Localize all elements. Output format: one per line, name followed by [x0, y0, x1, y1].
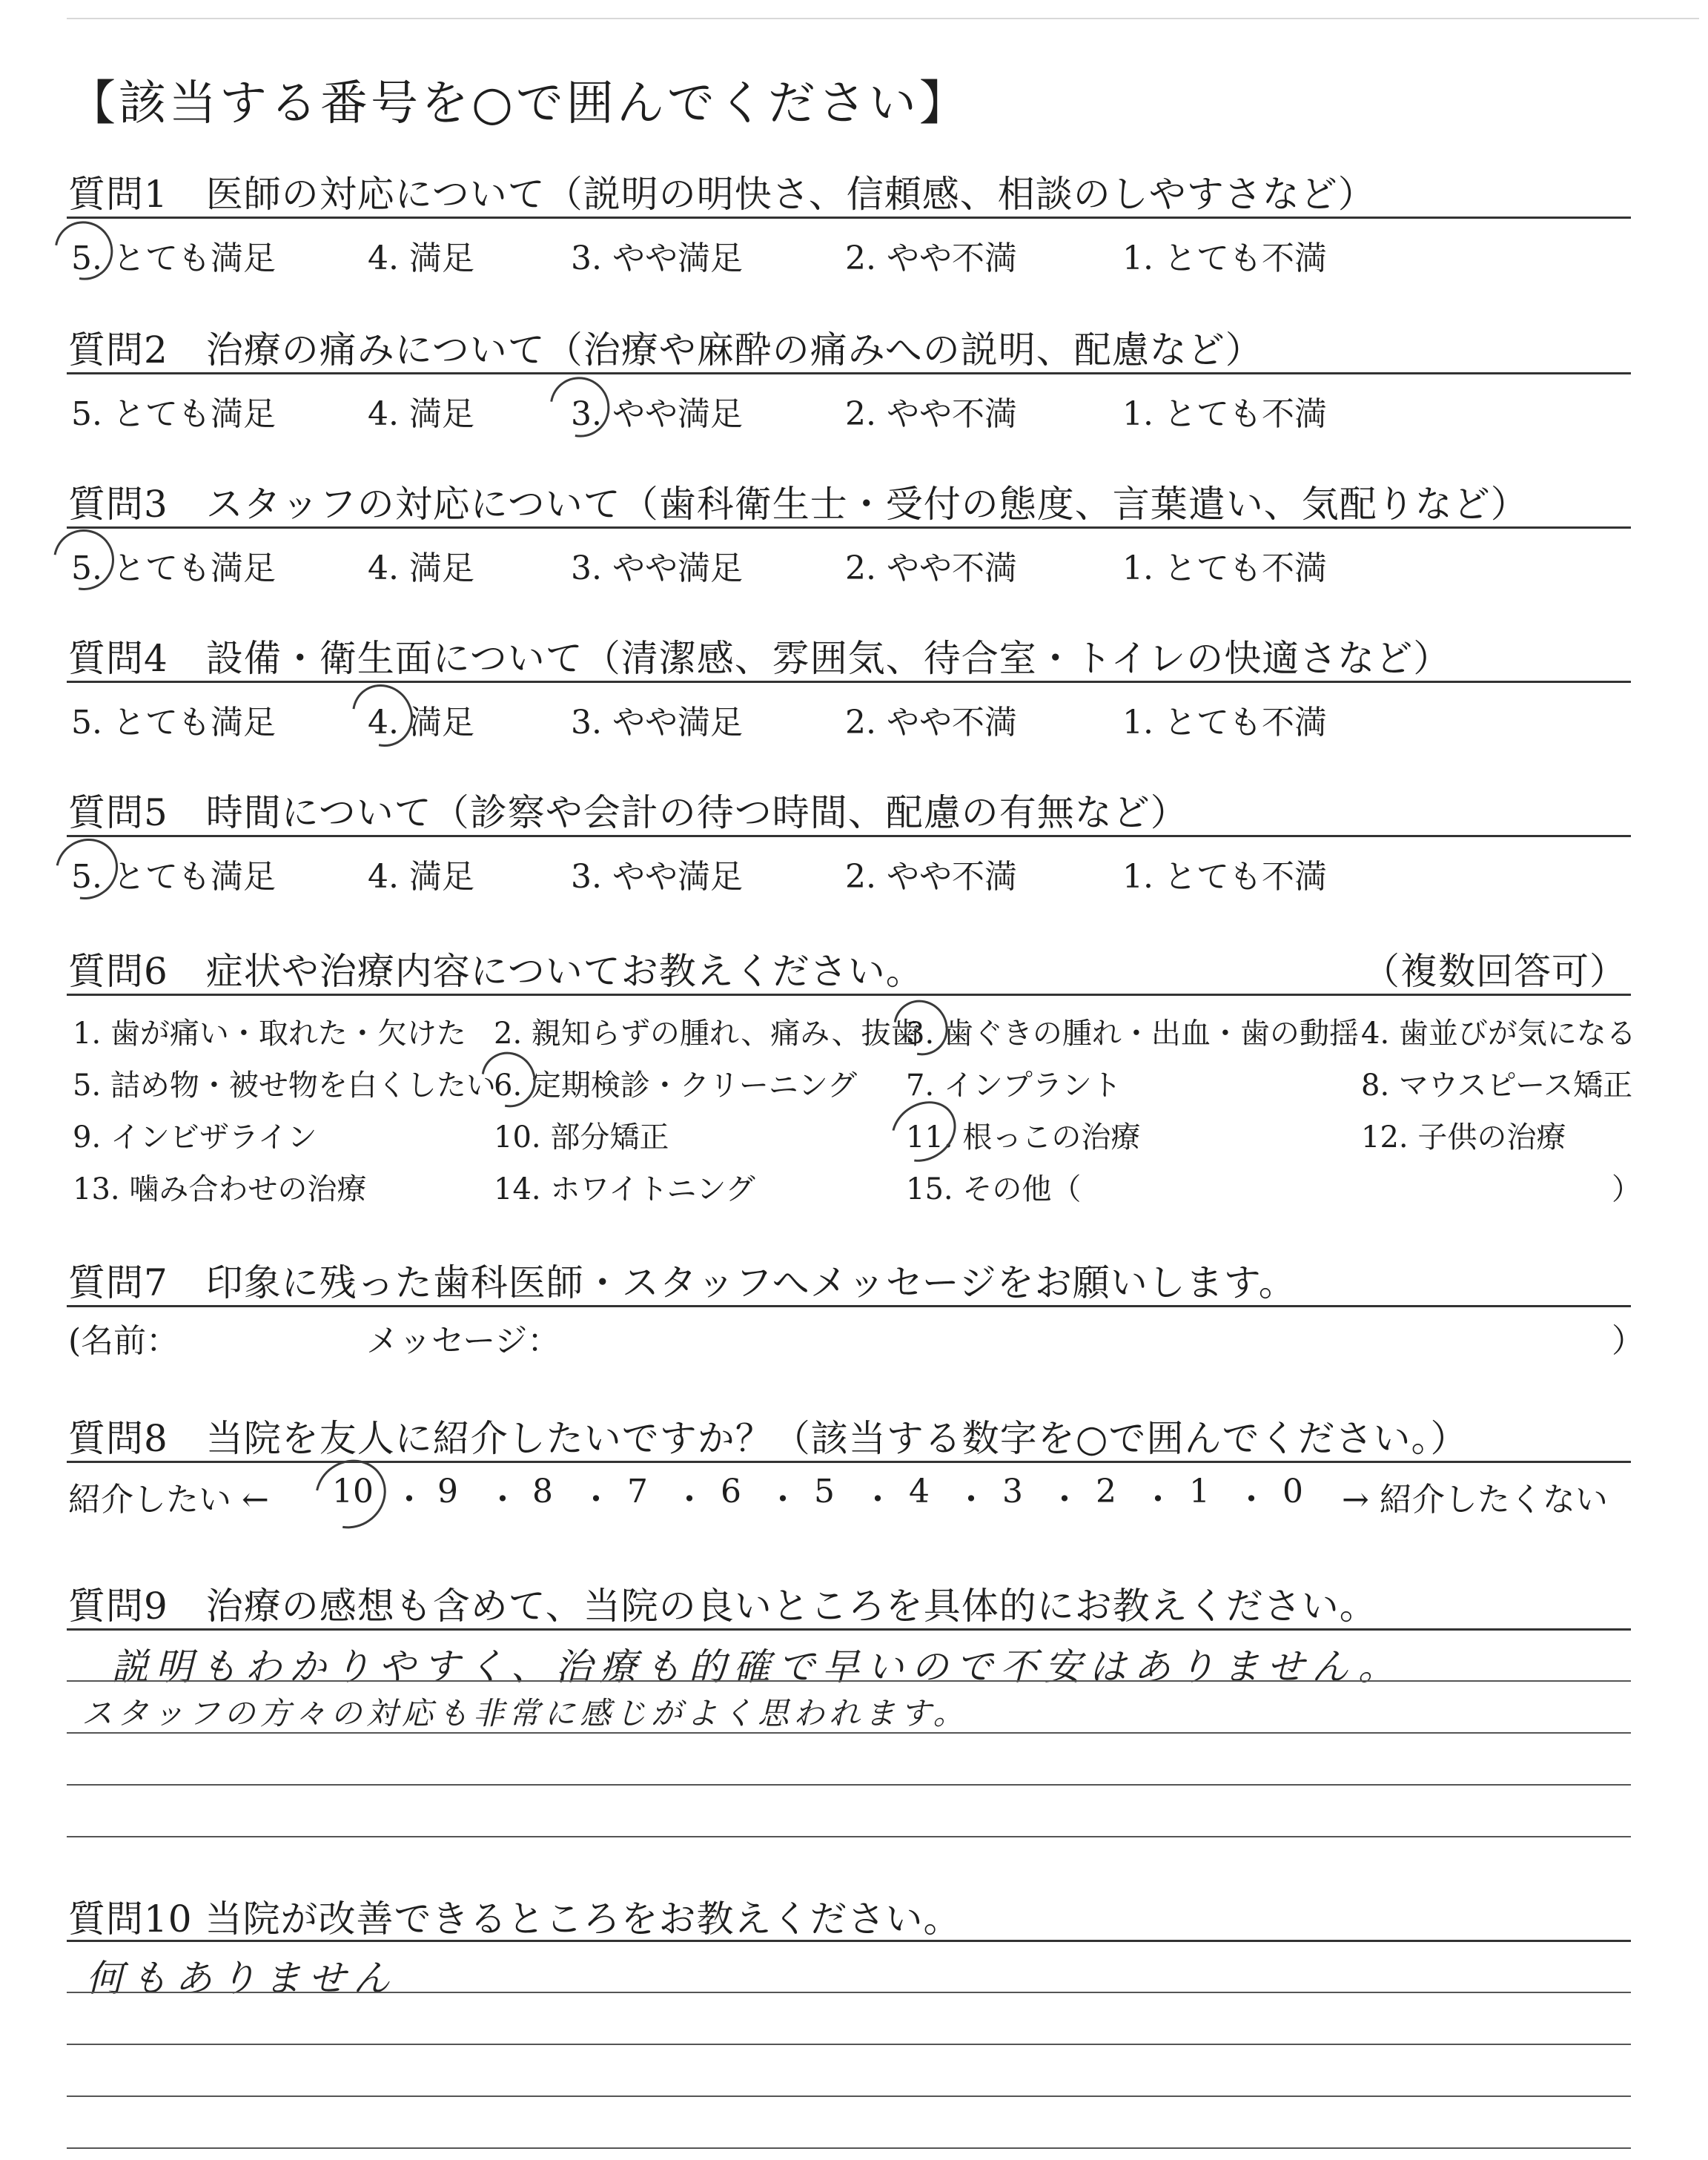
- q8-separator-dot: ・: [861, 1481, 894, 1519]
- rule: [67, 1461, 1631, 1463]
- q1-option-3[interactable]: 3. やや満足: [571, 240, 743, 277]
- page-edge: [67, 18, 1699, 19]
- q4-option-4[interactable]: 4. 満足: [368, 704, 474, 742]
- question-7-title: 質問7 印象に残った歯科医師・スタッフへメッセージをお願いします。: [68, 1261, 1297, 1304]
- q8-separator-dot: ・: [673, 1481, 706, 1519]
- rule: [67, 835, 1631, 837]
- q4-option-2[interactable]: 2. やや不満: [845, 704, 1017, 742]
- q6-option-10[interactable]: 10. 部分矯正: [494, 1120, 669, 1155]
- q7-name-label: (名前：: [68, 1322, 179, 1360]
- q6-option-15[interactable]: 15. その他（: [906, 1172, 1082, 1206]
- q8-separator-dot: ・: [486, 1481, 519, 1519]
- q3-option-1[interactable]: 1. とても不満: [1122, 549, 1327, 587]
- hw-rule: [67, 1836, 1631, 1837]
- rule: [67, 1628, 1631, 1631]
- question-8-title: 質問8 当院を友人に紹介したいですか？（該当する数字を○で囲んでください。）: [68, 1417, 1469, 1460]
- selection-circle-q6-3: [883, 989, 959, 1066]
- selection-circle-q6-6: [471, 1041, 547, 1118]
- q8-number-9[interactable]: 9: [437, 1473, 458, 1510]
- q8-number-7[interactable]: 7: [627, 1473, 648, 1510]
- q6-option-13[interactable]: 13. 噛み合わせの治療: [73, 1172, 367, 1206]
- rule: [67, 1305, 1631, 1307]
- question-5-title: 質問5 時間について（診察や会計の待つ時間、配慮の有無など）: [68, 791, 1188, 834]
- q8-separator-dot: ・: [1142, 1481, 1174, 1519]
- q5-option-1[interactable]: 1. とても不満: [1122, 858, 1327, 896]
- q3-option-2[interactable]: 2. やや不満: [845, 549, 1017, 587]
- rule: [67, 526, 1631, 529]
- q8-number-5[interactable]: 5: [814, 1473, 835, 1510]
- q4-option-5[interactable]: 5. とても満足: [71, 704, 276, 742]
- q8-number-4[interactable]: 4: [909, 1473, 930, 1510]
- q6-option-2[interactable]: 2. 親知らずの腫れ、痛み、抜歯: [494, 1017, 921, 1051]
- q8-number-3[interactable]: 3: [1002, 1473, 1023, 1510]
- question-6-note: （複数回答可）: [1363, 950, 1627, 993]
- q6-option-11[interactable]: 11. 根っこの治療: [906, 1120, 1141, 1155]
- hw-rule: [67, 1784, 1631, 1786]
- q5-option-5[interactable]: 5. とても満足: [71, 858, 276, 896]
- q8-separator-dot: ・: [393, 1481, 426, 1519]
- selection-circle-q3: [42, 518, 126, 602]
- q8-number-0[interactable]: 0: [1282, 1473, 1303, 1510]
- q9-answer-line-1: 説明もわかりやすく、治療も的確で早いので不安はありません。: [111, 1645, 1403, 1688]
- q1-option-4[interactable]: 4. 満足: [368, 240, 474, 277]
- question-2-title: 質問2 治療の痛みについて（治療や麻酔の痛みへの説明、配慮など）: [68, 328, 1263, 371]
- q6-other-close: ）: [1612, 1172, 1641, 1206]
- q4-option-3[interactable]: 3. やや満足: [571, 704, 743, 742]
- q4-option-1[interactable]: 1. とても不満: [1122, 704, 1327, 742]
- q2-option-2[interactable]: 2. やや不満: [845, 395, 1017, 433]
- selection-circle-q4: [340, 673, 426, 759]
- q8-separator-dot: ・: [1048, 1481, 1081, 1519]
- q1-option-2[interactable]: 2. やや不満: [845, 240, 1017, 277]
- question-3-title: 質問3 スタッフの対応について（歯科衛生士・受付の態度、言葉遣い、気配りなど）: [68, 483, 1529, 526]
- q1-option-1[interactable]: 1. とても不満: [1122, 240, 1327, 277]
- q8-separator-dot: ・: [1235, 1481, 1268, 1519]
- question-6-title: 質問6 症状や治療内容についてお教えください。: [68, 950, 924, 993]
- page-heading: 【該当する番号を○で囲んでください】: [68, 76, 970, 131]
- hw-rule: [67, 2044, 1631, 2045]
- q8-number-8[interactable]: 8: [532, 1473, 553, 1510]
- q3-option-5[interactable]: 5. とても満足: [71, 549, 276, 587]
- q8-number-2[interactable]: 2: [1096, 1473, 1116, 1510]
- q8-right-label: → 紹介したくない: [1342, 1481, 1608, 1519]
- q9-answer-line-2: スタッフの方々の対応も非常に感じがよく思われます。: [82, 1695, 969, 1731]
- q8-separator-dot: ・: [767, 1481, 799, 1519]
- q6-option-5[interactable]: 5. 詰め物・被せ物を白くしたい: [73, 1069, 496, 1103]
- q8-separator-dot: ・: [580, 1481, 612, 1519]
- q3-option-4[interactable]: 4. 満足: [368, 549, 474, 587]
- q2-option-1[interactable]: 1. とても不満: [1122, 395, 1327, 433]
- q3-option-3[interactable]: 3. やや満足: [571, 549, 743, 587]
- selection-circle-q5: [44, 827, 130, 912]
- q5-option-2[interactable]: 2. やや不満: [845, 858, 1017, 896]
- question-10-title: 質問10 当院が改善できるところをお教えください。: [68, 1898, 961, 1941]
- q6-option-7[interactable]: 7. インプラント: [906, 1069, 1122, 1103]
- question-4-title: 質問4 設備・衛生面について（清潔感、雰囲気、待合室・トイレの快適さなど）: [68, 637, 1452, 680]
- q1-option-5[interactable]: 5. とても満足: [71, 240, 276, 277]
- q6-option-1[interactable]: 1. 歯が痛い・取れた・欠けた: [73, 1017, 466, 1051]
- q8-number-1[interactable]: 1: [1189, 1473, 1210, 1510]
- q6-option-14[interactable]: 14. ホワイトニング: [494, 1172, 755, 1206]
- q8-number-6[interactable]: 6: [721, 1473, 741, 1510]
- q2-option-4[interactable]: 4. 満足: [368, 395, 474, 433]
- hw-rule: [67, 2147, 1631, 2149]
- rule: [67, 681, 1631, 683]
- q6-option-6[interactable]: 6. 定期検診・クリーニング: [494, 1069, 858, 1103]
- q7-close-paren: ）: [1612, 1322, 1644, 1360]
- selection-circle-q2: [538, 365, 622, 449]
- q6-option-8[interactable]: 8. マウスピース矯正: [1361, 1069, 1633, 1103]
- q6-option-4[interactable]: 4. 歯並びが気になる: [1361, 1017, 1636, 1051]
- question-1-title: 質問1 医師の対応について（説明の明快さ、信頼感、相談のしやすさなど）: [68, 173, 1376, 216]
- hw-rule: [67, 1992, 1631, 1993]
- rule: [67, 217, 1631, 219]
- q8-left-label: 紹介したい ←: [68, 1481, 269, 1519]
- question-9-title: 質問9 治療の感想も含めて、当院の良いところを具体的にお教えください。: [68, 1585, 1377, 1628]
- q2-option-3[interactable]: 3. やや満足: [571, 395, 743, 433]
- hw-rule: [67, 1732, 1631, 1734]
- q6-option-9[interactable]: 9. インビザライン: [73, 1120, 317, 1155]
- rule: [67, 994, 1631, 996]
- q6-option-12[interactable]: 12. 子供の治療: [1361, 1120, 1566, 1155]
- selection-circle-q1: [43, 210, 125, 291]
- rule: [67, 1940, 1631, 1942]
- hw-rule: [67, 2095, 1631, 2097]
- q8-number-10[interactable]: 10: [332, 1473, 374, 1510]
- q6-option-3[interactable]: 3. 歯ぐきの腫れ・出血・歯の動揺: [906, 1017, 1359, 1051]
- q7-message-label: メッセージ：: [366, 1322, 560, 1360]
- rule: [67, 372, 1631, 374]
- hw-rule: [67, 1680, 1631, 1682]
- q5-option-3[interactable]: 3. やや満足: [571, 858, 743, 896]
- q5-option-4[interactable]: 4. 満足: [368, 858, 474, 896]
- q2-option-5[interactable]: 5. とても満足: [71, 395, 276, 433]
- q8-separator-dot: ・: [955, 1481, 987, 1519]
- q10-answer-line-1: 何もありません: [86, 1957, 397, 2000]
